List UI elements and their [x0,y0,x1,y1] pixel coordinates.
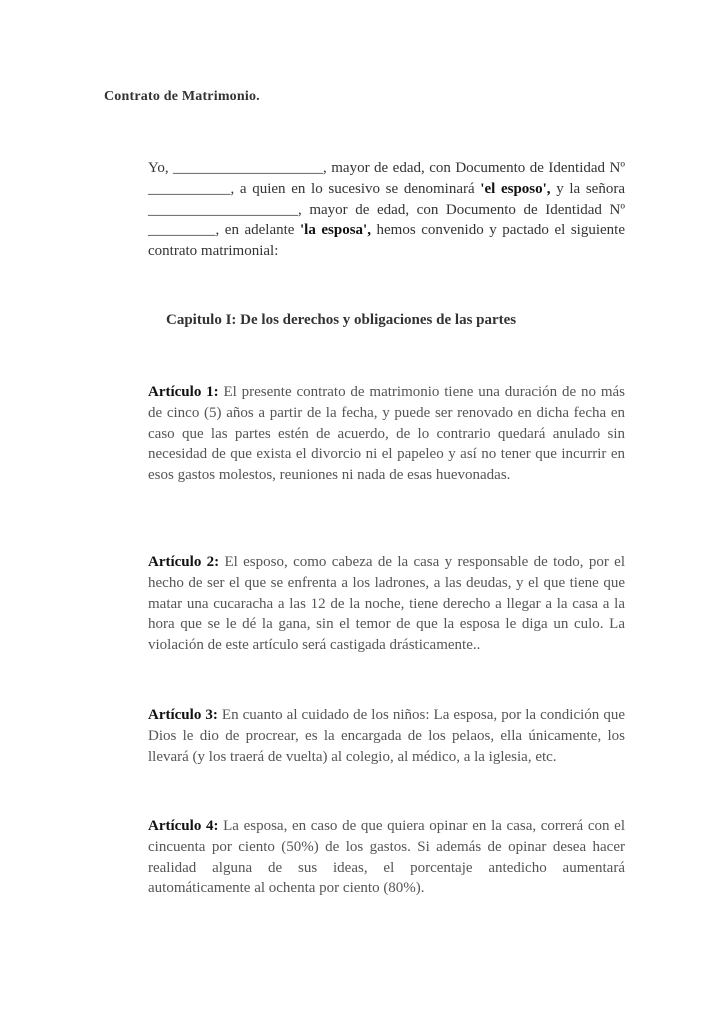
intro-text-part-3: hemos convenido y pactado el siguiente contrato matrimonial: [148,222,625,260]
intro-paragraph [148,158,625,262]
article-1 [148,382,625,486]
article-3 [148,705,625,767]
article-2-text: El esposo, como cabeza de la casa y responsable de todo, por el hecho de ser el que se enfrenta a los ladrones, a las deudas, y el que tiene que matar una cucaracha a las 12 de la noche, tiene derecho a llegar a la casa a la hora que se le dé la gana, sin el temor de que la esposa le diga un culo. La violación de este artículo será castigada drásticamente.. [148,554,625,654]
article-2-label: Artículo 2: [148,554,220,570]
article-4-text: La esposa, en caso de que quiera opinar en la casa, correrá con el cincuenta por ciento (50%) de los gastos. Si además de opinar desea hacer realidad alguna de sus ideas, el porcentaje antedicho aumentará automáticamente al ochenta por ciento (80%). [148,818,625,897]
article-1-label: Artículo 1: [148,384,219,400]
chapter-heading: Capitulo I: De los derechos y obligaciones de las partes [166,312,517,328]
article-3-text: En cuanto al cuidado de los niños: La esposa, por la condición que Dios le dio de procrear, es la encargada de los pelaos, ella únicamente, los llevará (y los traerá de vuelta) al colegio, al médico, a la iglesia, etc. [148,707,625,765]
article-4-label: Artículo 4: [148,818,219,834]
intro-text-part-1: Yo, ____________________, mayor de edad, con Documento de Identidad Nº ___________, a quien en lo sucesivo se denominará [148,160,625,197]
article-3-label: Artículo 3: [148,707,218,723]
article-4 [148,816,625,899]
intro-bold-esposo: 'el esposo', [480,180,551,197]
intro-bold-esposa: 'la esposa', [300,222,371,239]
article-2 [148,552,625,656]
article-1-text: El presente contrato de matrimonio tiene una duración de no más de cinco (5) años a partir de la fecha, y puede ser renovado en dicha fecha en caso que las partes estén de acuerdo, de lo contrario quedará anulado sin necesidad de que exista el divorcio ni el papeleo y así no tener que incurrir en esos gastos molestos, reuniones ni nada de esas huevonadas. [148,384,625,484]
document-title: Contrato de Matrimonio. [104,89,260,104]
intro-text-part-2: y la señora ____________________, mayor de edad, con Documento de Identidad Nº _________, en adelante [148,180,625,239]
